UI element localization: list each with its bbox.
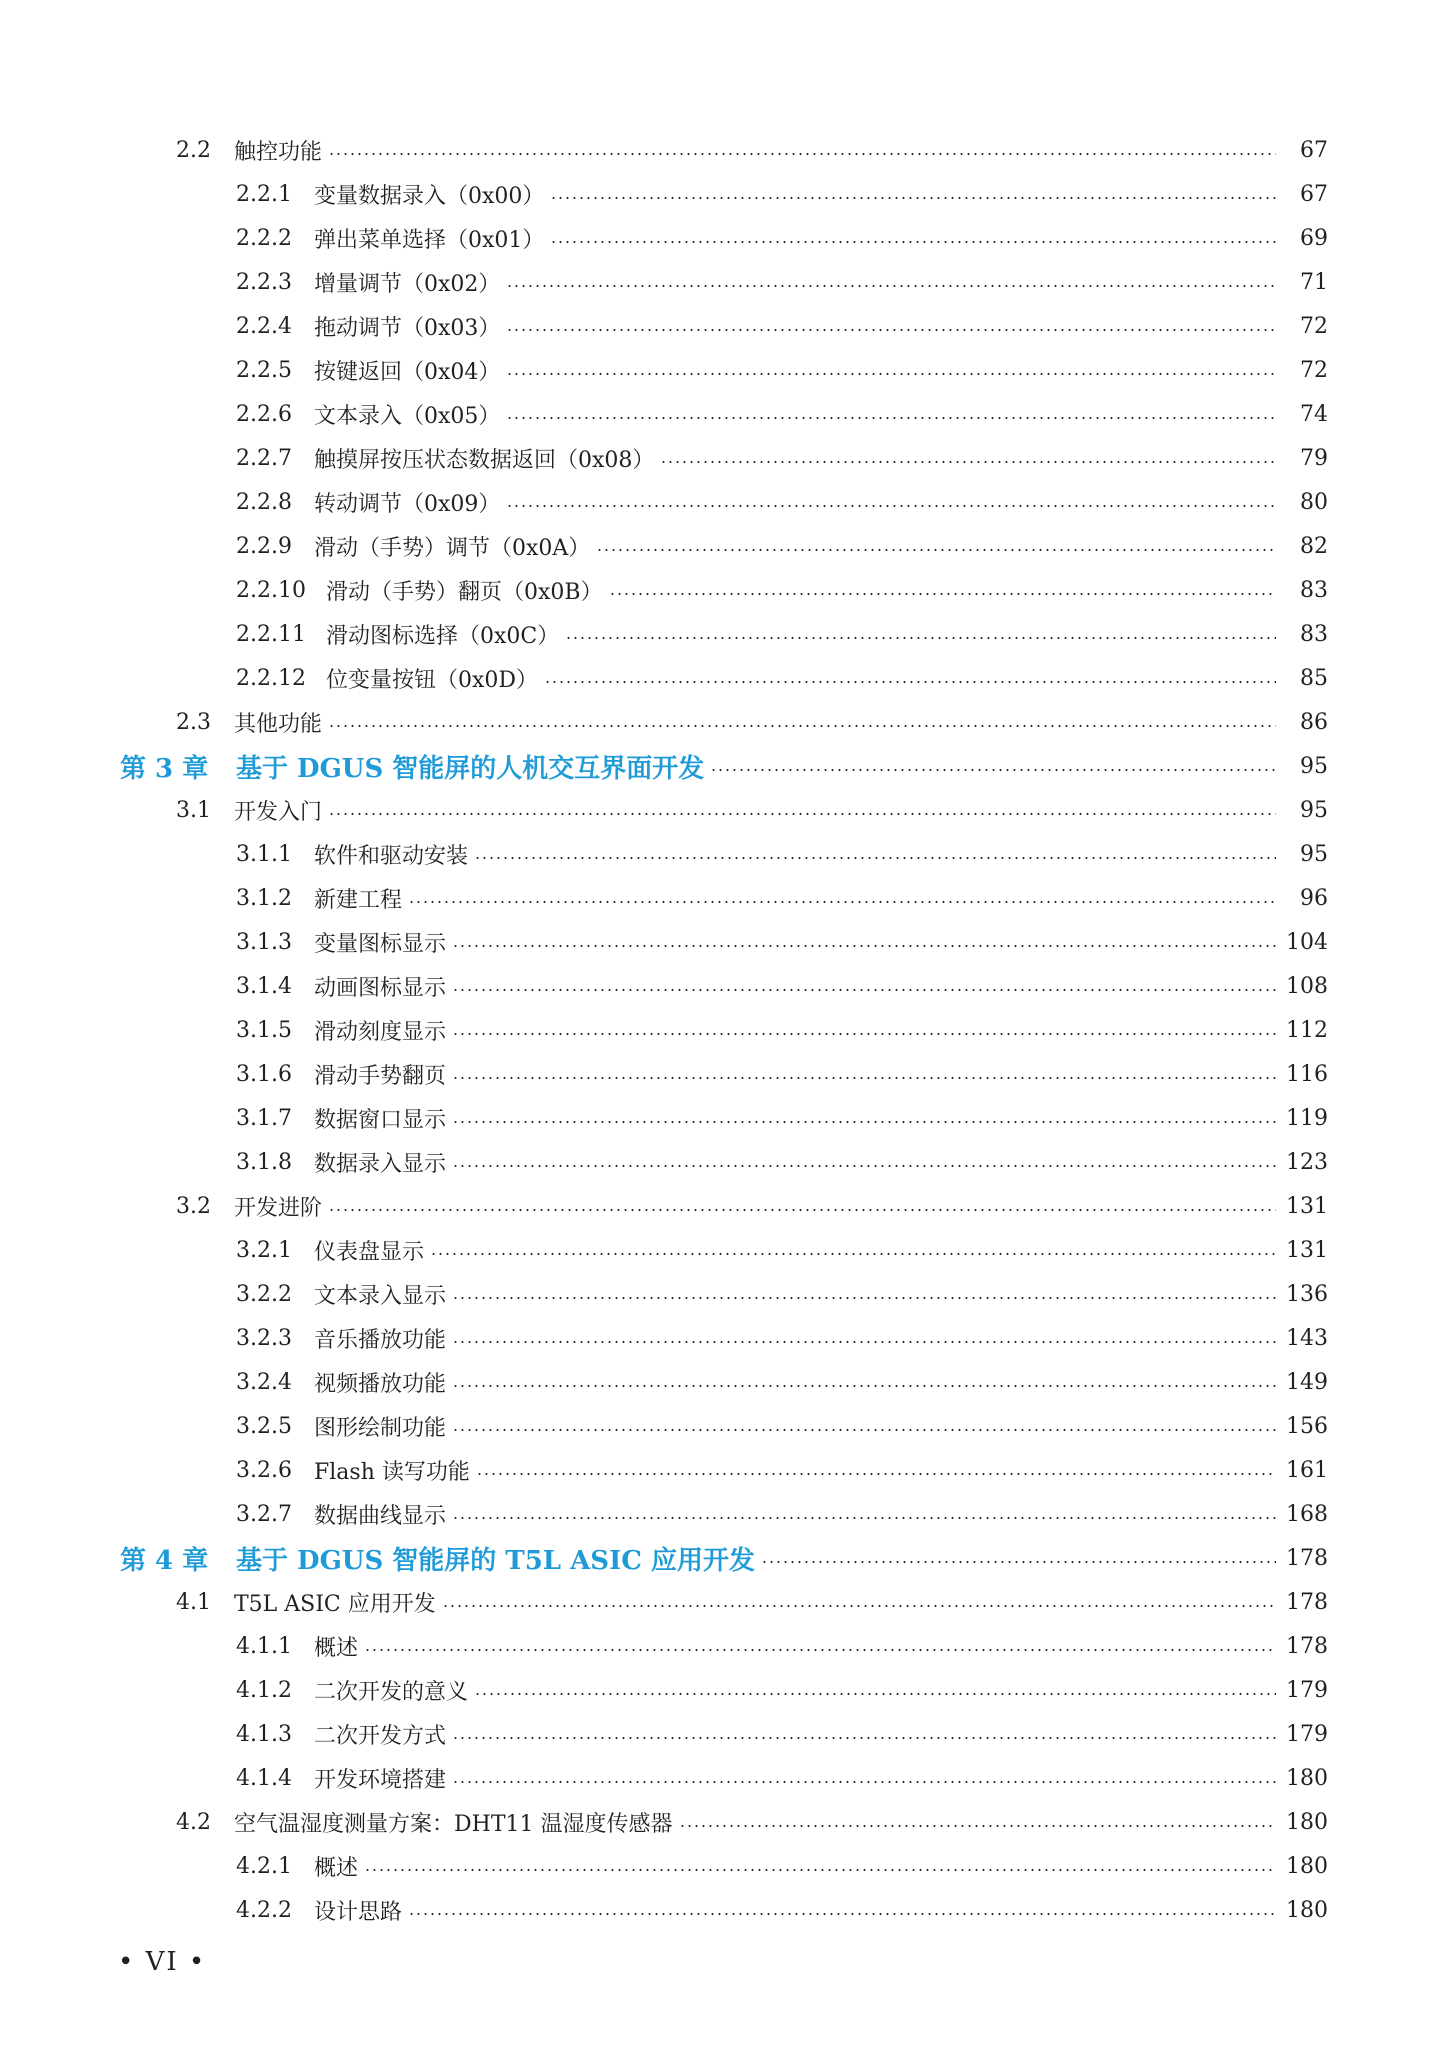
dot-leader xyxy=(474,1693,1276,1695)
toc-subsection-entry[interactable] xyxy=(0,1316,1456,1360)
toc-entry-page: 104 xyxy=(1286,929,1328,955)
toc-entry-title: 基于 DGUS 智能屏的 T5L ASIC 应用开发 xyxy=(236,1545,755,1576)
dot-leader xyxy=(452,1781,1276,1783)
toc-subsection-entry[interactable] xyxy=(0,920,1456,964)
toc-section-entry[interactable] xyxy=(0,1800,1456,1844)
dot-leader xyxy=(710,769,1276,771)
toc-entry-number: 3.1.6 xyxy=(236,1061,292,1087)
toc-entry-page: 178 xyxy=(1286,1589,1328,1615)
toc-entry-title: 其他功能 xyxy=(234,711,323,737)
dot-leader xyxy=(328,813,1276,815)
dot-leader xyxy=(452,945,1276,947)
dot-leader xyxy=(328,1209,1276,1211)
toc-entry-title: 软件和驱动安装 xyxy=(314,843,469,869)
dot-leader xyxy=(364,1649,1276,1651)
toc-subsection-entry[interactable] xyxy=(0,964,1456,1008)
toc-subsection-entry[interactable] xyxy=(0,172,1456,216)
toc-entry-page: 83 xyxy=(1300,577,1328,603)
toc-entry-number: 3.2.7 xyxy=(236,1501,292,1527)
dot-leader xyxy=(506,505,1276,507)
dot-leader xyxy=(544,681,1276,683)
toc-entry-number: 4.2.1 xyxy=(236,1853,292,1879)
toc-section-entry[interactable] xyxy=(0,700,1456,744)
toc-entry-page: 180 xyxy=(1286,1897,1328,1923)
toc-section-entry[interactable] xyxy=(0,1580,1456,1624)
dot-leader xyxy=(550,197,1276,199)
toc-entry-title: 新建工程 xyxy=(314,887,403,913)
toc-entry-number: 3.2.6 xyxy=(236,1457,292,1483)
toc-entry-number: 2.2.7 xyxy=(236,445,292,471)
dot-leader xyxy=(506,329,1276,331)
toc-entry-page: 86 xyxy=(1300,709,1328,735)
toc-entry-title: 滑动（手势）翻页（0x0B） xyxy=(326,579,603,605)
toc-entry-number: 3.1.3 xyxy=(236,929,292,955)
toc-entry-page: 180 xyxy=(1286,1853,1328,1879)
dot-leader xyxy=(452,1077,1276,1079)
toc-entry-title: 数据录入显示 xyxy=(314,1151,447,1177)
toc-subsection-entry[interactable] xyxy=(0,348,1456,392)
toc-entry-title: Flash 读写功能 xyxy=(314,1459,470,1485)
toc-entry-title: 空气温湿度测量方案：DHT11 温湿度传感器 xyxy=(234,1811,673,1837)
toc-entry-title: 滑动手势翻页 xyxy=(314,1063,447,1089)
toc-entry-page: 96 xyxy=(1300,885,1328,911)
toc-entry-title: 滑动（手势）调节（0x0A） xyxy=(314,535,591,561)
dot-leader xyxy=(442,1605,1276,1607)
toc-entry-number: 3.2.1 xyxy=(236,1237,292,1263)
dot-leader xyxy=(596,549,1276,551)
toc-entry-title: 视频播放功能 xyxy=(314,1371,447,1397)
toc-entry-page: 95 xyxy=(1300,841,1328,867)
toc-entry-title: 开发进阶 xyxy=(234,1195,323,1221)
toc-subsection-entry[interactable] xyxy=(0,1492,1456,1536)
toc-subsection-entry[interactable] xyxy=(0,392,1456,436)
toc-entry-page: 85 xyxy=(1300,665,1328,691)
toc-entry-page: 69 xyxy=(1300,225,1328,251)
toc-entry-number: 4.1.1 xyxy=(236,1633,292,1659)
toc-entry-page: 168 xyxy=(1286,1501,1328,1527)
toc-entry-number: 2.2.11 xyxy=(236,621,306,647)
toc-entry-page: 95 xyxy=(1300,753,1328,779)
toc-entry-title: 转动调节（0x09） xyxy=(314,491,501,517)
dot-leader xyxy=(506,285,1276,287)
toc-entry-title: 开发环境搭建 xyxy=(314,1767,447,1793)
toc-subsection-entry[interactable] xyxy=(0,1712,1456,1756)
toc-entry-number: 第 4 章 xyxy=(120,1545,209,1576)
toc-subsection-entry[interactable] xyxy=(0,612,1456,656)
toc-entry-number: 3.2.5 xyxy=(236,1413,292,1439)
dot-leader xyxy=(328,725,1276,727)
toc-entry-page: 161 xyxy=(1286,1457,1328,1483)
toc-entry-page: 79 xyxy=(1300,445,1328,471)
toc-subsection-entry[interactable] xyxy=(0,1140,1456,1184)
toc-subsection-entry[interactable] xyxy=(0,1052,1456,1096)
toc-entry-number: 3.1.2 xyxy=(236,885,292,911)
toc-entry-page: 108 xyxy=(1286,973,1328,999)
dot-leader xyxy=(364,1869,1276,1871)
toc-entry-page: 123 xyxy=(1286,1149,1328,1175)
toc-section-entry[interactable] xyxy=(0,128,1456,172)
dot-leader xyxy=(430,1253,1276,1255)
toc-subsection-entry[interactable] xyxy=(0,480,1456,524)
dot-leader xyxy=(565,637,1276,639)
toc-entry-title: 图形绘制功能 xyxy=(314,1415,447,1441)
toc-subsection-entry[interactable] xyxy=(0,1360,1456,1404)
toc-entry-page: 80 xyxy=(1300,489,1328,515)
toc-entry-title: 音乐播放功能 xyxy=(314,1327,447,1353)
toc-entry-page: 72 xyxy=(1300,357,1328,383)
toc-subsection-entry[interactable] xyxy=(0,1404,1456,1448)
dot-leader xyxy=(452,1385,1276,1387)
toc-entry-title: 滑动图标选择（0x0C） xyxy=(326,623,560,649)
table-of-contents xyxy=(0,128,1456,1932)
dot-leader xyxy=(452,1165,1276,1167)
toc-subsection-entry[interactable] xyxy=(0,568,1456,612)
toc-entry-page: 156 xyxy=(1286,1413,1328,1439)
toc-entry-page: 74 xyxy=(1300,401,1328,427)
toc-entry-page: 67 xyxy=(1300,181,1328,207)
dot-leader xyxy=(452,1033,1276,1035)
toc-entry-title: 滑动刻度显示 xyxy=(314,1019,447,1045)
dot-leader xyxy=(452,1429,1276,1431)
toc-entry-number: 2.2.8 xyxy=(236,489,292,515)
dot-leader xyxy=(761,1561,1276,1563)
toc-entry-title: 弹出菜单选择（0x01） xyxy=(314,227,545,253)
toc-entry-number: 2.2.3 xyxy=(236,269,292,295)
toc-subsection-entry[interactable] xyxy=(0,1096,1456,1140)
toc-entry-number: 3.1 xyxy=(176,797,211,823)
dot-leader xyxy=(476,1473,1276,1475)
toc-entry-number: 3.1.1 xyxy=(236,841,292,867)
toc-entry-number: 3.2.3 xyxy=(236,1325,292,1351)
toc-entry-number: 2.2.5 xyxy=(236,357,292,383)
toc-entry-number: 3.1.7 xyxy=(236,1105,292,1131)
toc-subsection-entry[interactable] xyxy=(0,876,1456,920)
toc-subsection-entry[interactable] xyxy=(0,1844,1456,1888)
toc-entry-title: 数据窗口显示 xyxy=(314,1107,447,1133)
toc-chapter-entry[interactable] xyxy=(0,744,1456,788)
toc-subsection-entry[interactable] xyxy=(0,260,1456,304)
toc-entry-number: 2.2 xyxy=(176,137,211,163)
toc-subsection-entry[interactable] xyxy=(0,1228,1456,1272)
toc-entry-title: 增量调节（0x02） xyxy=(314,271,501,297)
toc-entry-number: 2.2.6 xyxy=(236,401,292,427)
toc-entry-title: 文本录入显示 xyxy=(314,1283,447,1309)
toc-entry-number: 2.2.1 xyxy=(236,181,292,207)
toc-entry-title: 数据曲线显示 xyxy=(314,1503,447,1529)
toc-entry-page: 95 xyxy=(1300,797,1328,823)
toc-subsection-entry[interactable] xyxy=(0,1888,1456,1932)
toc-subsection-entry[interactable] xyxy=(0,1668,1456,1712)
toc-entry-number: 4.1.3 xyxy=(236,1721,292,1747)
toc-entry-number: 4.1.2 xyxy=(236,1677,292,1703)
toc-entry-page: 131 xyxy=(1286,1193,1328,1219)
toc-section-entry[interactable] xyxy=(0,788,1456,832)
toc-entry-page: 116 xyxy=(1286,1061,1328,1087)
toc-entry-number: 第 3 章 xyxy=(120,753,209,784)
toc-entry-page: 180 xyxy=(1286,1809,1328,1835)
dot-leader xyxy=(452,1121,1276,1123)
toc-entry-number: 4.1.4 xyxy=(236,1765,292,1791)
toc-subsection-entry[interactable] xyxy=(0,304,1456,348)
toc-entry-page: 149 xyxy=(1286,1369,1328,1395)
dot-leader xyxy=(452,1341,1276,1343)
toc-entry-number: 2.2.12 xyxy=(236,665,306,691)
toc-entry-number: 3.1.4 xyxy=(236,973,292,999)
toc-entry-number: 3.2.2 xyxy=(236,1281,292,1307)
toc-entry-title: 二次开发的意义 xyxy=(314,1679,469,1705)
toc-subsection-entry[interactable] xyxy=(0,1756,1456,1800)
toc-subsection-entry[interactable] xyxy=(0,1008,1456,1052)
dot-leader xyxy=(550,241,1276,243)
toc-entry-page: 82 xyxy=(1300,533,1328,559)
toc-entry-title: 位变量按钮（0x0D） xyxy=(326,667,539,693)
toc-entry-title: 动画图标显示 xyxy=(314,975,447,1001)
toc-entry-title: 变量数据录入（0x00） xyxy=(314,183,545,209)
toc-entry-page: 179 xyxy=(1286,1721,1328,1747)
toc-entry-title: 拖动调节（0x03） xyxy=(314,315,501,341)
toc-entry-number: 2.2.9 xyxy=(236,533,292,559)
toc-subsection-entry[interactable] xyxy=(0,832,1456,876)
dot-leader xyxy=(408,1913,1276,1915)
toc-entry-number: 4.1 xyxy=(176,1589,211,1615)
toc-entry-number: 2.2.4 xyxy=(236,313,292,339)
toc-entry-number: 2.2.2 xyxy=(236,225,292,251)
toc-entry-number: 2.2.10 xyxy=(236,577,306,603)
toc-entry-title: 概述 xyxy=(314,1855,359,1881)
toc-entry-number: 3.2 xyxy=(176,1193,211,1219)
toc-subsection-entry[interactable] xyxy=(0,436,1456,480)
toc-entry-title: T5L ASIC 应用开发 xyxy=(234,1591,436,1617)
dot-leader xyxy=(679,1825,1277,1827)
toc-entry-number: 4.2 xyxy=(176,1809,211,1835)
dot-leader xyxy=(660,461,1276,463)
dot-leader xyxy=(452,989,1276,991)
toc-entry-title: 概述 xyxy=(314,1635,359,1661)
toc-subsection-entry[interactable] xyxy=(0,216,1456,260)
toc-subsection-entry[interactable] xyxy=(0,1272,1456,1316)
toc-entry-title: 变量图标显示 xyxy=(314,931,447,957)
toc-subsection-entry[interactable] xyxy=(0,524,1456,568)
toc-entry-title: 按键返回（0x04） xyxy=(314,359,501,385)
toc-entry-title: 触控功能 xyxy=(234,139,323,165)
toc-entry-number: 2.3 xyxy=(176,709,211,735)
toc-entry-page: 179 xyxy=(1286,1677,1328,1703)
toc-entry-page: 136 xyxy=(1286,1281,1328,1307)
toc-entry-number: 3.1.5 xyxy=(236,1017,292,1043)
toc-entry-page: 178 xyxy=(1286,1545,1328,1571)
toc-entry-page: 131 xyxy=(1286,1237,1328,1263)
toc-entry-number: 4.2.2 xyxy=(236,1897,292,1923)
dot-leader xyxy=(506,417,1276,419)
dot-leader xyxy=(408,901,1276,903)
dot-leader xyxy=(506,373,1276,375)
toc-subsection-entry[interactable] xyxy=(0,1624,1456,1668)
toc-entry-page: 71 xyxy=(1300,269,1328,295)
toc-entry-title: 触摸屏按压状态数据返回（0x08） xyxy=(314,447,655,473)
toc-entry-title: 二次开发方式 xyxy=(314,1723,447,1749)
page-number: • VI • xyxy=(118,1947,207,1977)
toc-entry-page: 119 xyxy=(1286,1105,1328,1131)
toc-entry-page: 112 xyxy=(1286,1017,1328,1043)
dot-leader xyxy=(328,153,1276,155)
toc-entry-title: 开发入门 xyxy=(234,799,323,825)
toc-chapter-entry[interactable] xyxy=(0,1536,1456,1580)
toc-entry-title: 设计思路 xyxy=(314,1899,403,1925)
toc-subsection-entry[interactable] xyxy=(0,1448,1456,1492)
toc-entry-page: 178 xyxy=(1286,1633,1328,1659)
dot-leader xyxy=(609,593,1276,595)
toc-entry-page: 72 xyxy=(1300,313,1328,339)
toc-entry-title: 仪表盘显示 xyxy=(314,1239,425,1265)
toc-entry-number: 3.1.8 xyxy=(236,1149,292,1175)
toc-subsection-entry[interactable] xyxy=(0,656,1456,700)
toc-entry-number: 3.2.4 xyxy=(236,1369,292,1395)
dot-leader xyxy=(474,857,1276,859)
dot-leader xyxy=(452,1737,1276,1739)
toc-entry-page: 83 xyxy=(1300,621,1328,647)
toc-entry-page: 180 xyxy=(1286,1765,1328,1791)
toc-entry-title: 基于 DGUS 智能屏的人机交互界面开发 xyxy=(236,753,705,784)
toc-entry-page: 67 xyxy=(1300,137,1328,163)
toc-entry-title: 文本录入（0x05） xyxy=(314,403,501,429)
dot-leader xyxy=(452,1517,1276,1519)
toc-section-entry[interactable] xyxy=(0,1184,1456,1228)
toc-entry-page: 143 xyxy=(1286,1325,1328,1351)
dot-leader xyxy=(452,1297,1276,1299)
